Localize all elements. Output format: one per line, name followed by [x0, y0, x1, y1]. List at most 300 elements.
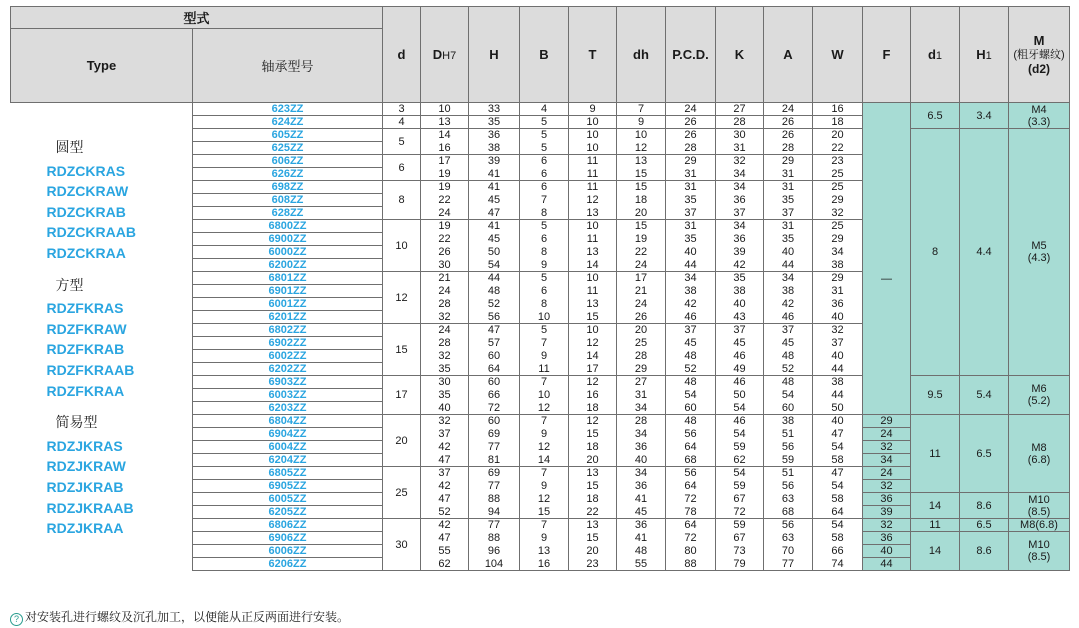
cell-B: 5 [520, 324, 569, 337]
cell-A: 56 [764, 441, 813, 454]
cell-T: 13 [569, 467, 617, 480]
cell-dh: 21 [617, 285, 666, 298]
cell-K: 42 [716, 259, 764, 272]
cell-K: 34 [716, 220, 764, 233]
cell-T: 23 [569, 558, 617, 571]
cell-A: 38 [764, 415, 813, 428]
cell-h1: 3.4 [960, 103, 1009, 129]
cell-A: 46 [764, 311, 813, 324]
cell-pcd: 37 [666, 207, 716, 220]
cell-B: 4 [520, 103, 569, 116]
header-pcd: P.C.D. [666, 7, 716, 103]
cell-H: 64 [469, 363, 520, 376]
bearing-model-cell[interactable]: 6804ZZ [193, 415, 383, 428]
cell-dh7: 17 [421, 155, 469, 168]
cell-dh7: 55 [421, 545, 469, 558]
cell-H: 60 [469, 376, 520, 389]
cell-K: 40 [716, 298, 764, 311]
cell-dh7: 28 [421, 298, 469, 311]
cell-dh7: 26 [421, 246, 469, 259]
bore-d-cell: 8 [383, 181, 421, 220]
cell-T: 17 [569, 363, 617, 376]
bearing-model-cell[interactable]: 624ZZ [193, 116, 383, 129]
bearing-model-cell[interactable]: 6006ZZ [193, 545, 383, 558]
cell-dh: 12 [617, 142, 666, 155]
cell-K: 79 [716, 558, 764, 571]
cell-pcd: 26 [666, 116, 716, 129]
cell-dh: 15 [617, 168, 666, 181]
type-code[interactable]: RDZCKRAB [46, 203, 126, 220]
cell-A: 24 [764, 103, 813, 116]
cell-K: 49 [716, 363, 764, 376]
cell-A: 35 [764, 194, 813, 207]
cell-W: 40 [813, 350, 863, 363]
cell-F: 29 [863, 415, 911, 428]
cell-B: 5 [520, 142, 569, 155]
cell-H: 41 [469, 181, 520, 194]
cell-B: 16 [520, 558, 569, 571]
cell-W: 38 [813, 259, 863, 272]
tip-icon: ? [10, 613, 23, 626]
cell-H: 54 [469, 259, 520, 272]
cell-B: 9 [520, 532, 569, 545]
cell-T: 11 [569, 233, 617, 246]
cell-dh: 28 [617, 415, 666, 428]
cell-W: 40 [813, 415, 863, 428]
bore-d-cell: 15 [383, 324, 421, 376]
type-code[interactable]: RDZCKRAA [46, 244, 126, 261]
cell-dh: 25 [617, 337, 666, 350]
type-code[interactable]: RDZCKRAS [46, 162, 126, 179]
cell-W: 36 [813, 298, 863, 311]
type-code[interactable]: RDZJKRAW [46, 458, 126, 475]
cell-A: 34 [764, 272, 813, 285]
cell-T: 22 [569, 506, 617, 519]
cell-H: 96 [469, 545, 520, 558]
type-code[interactable]: RDZJKRAAB [46, 499, 134, 516]
cell-H: 48 [469, 285, 520, 298]
cell-B: 8 [520, 298, 569, 311]
cell-A: 51 [764, 428, 813, 441]
bearing-model-cell[interactable]: 6000ZZ [193, 246, 383, 259]
type-category: 方型 [55, 276, 84, 293]
cell-d1: 8 [911, 129, 960, 376]
cell-A: 63 [764, 532, 813, 545]
cell-A: 48 [764, 350, 813, 363]
cell-pcd: 72 [666, 532, 716, 545]
cell-A: 29 [764, 155, 813, 168]
cell-K: 72 [716, 506, 764, 519]
bearing-model-cell[interactable]: 606ZZ [193, 155, 383, 168]
cell-T: 16 [569, 389, 617, 402]
cell-pcd: 37 [666, 324, 716, 337]
cell-pcd: 56 [666, 467, 716, 480]
cell-H: 60 [469, 350, 520, 363]
cell-pcd: 35 [666, 194, 716, 207]
cell-F: 44 [863, 558, 911, 571]
bearing-model-cell[interactable]: 6206ZZ [193, 558, 383, 571]
type-code[interactable]: RDZFKRAA [46, 382, 125, 399]
bearing-model-cell[interactable]: 625ZZ [193, 142, 383, 155]
cell-B: 6 [520, 233, 569, 246]
type-code[interactable]: RDZFKRAS [46, 300, 124, 317]
cell-dh7: 13 [421, 116, 469, 129]
cell-M: M4 (3.3) [1009, 103, 1070, 129]
cell-W: 32 [813, 207, 863, 220]
cell-dh: 9 [617, 116, 666, 129]
cell-pcd: 78 [666, 506, 716, 519]
cell-T: 12 [569, 194, 617, 207]
cell-T: 15 [569, 311, 617, 324]
cell-M: M8(6.8) [1009, 519, 1070, 532]
type-code[interactable]: RDZCKRAAB [46, 224, 136, 241]
header-type: Type [11, 29, 193, 103]
bearing-model-cell[interactable]: 6903ZZ [193, 376, 383, 389]
cell-dh: 24 [617, 298, 666, 311]
cell-H: 45 [469, 233, 520, 246]
cell-K: 59 [716, 441, 764, 454]
type-code[interactable]: RDZJKRAS [46, 437, 123, 454]
cell-dh7: 21 [421, 272, 469, 285]
cell-B: 5 [520, 116, 569, 129]
type-code[interactable]: RDZFKRAB [46, 341, 125, 358]
header-A: A [764, 7, 813, 103]
header-H: H [469, 7, 520, 103]
header-type-group: 型式 [11, 7, 383, 29]
cell-pcd: 28 [666, 142, 716, 155]
bearing-model-cell[interactable]: 698ZZ [193, 181, 383, 194]
cell-dh: 28 [617, 350, 666, 363]
cell-H: 38 [469, 142, 520, 155]
cell-B: 8 [520, 207, 569, 220]
cell-M: M10 (8.5) [1009, 493, 1070, 519]
bore-d-cell: 30 [383, 519, 421, 571]
bearing-model-cell[interactable]: 6801ZZ [193, 272, 383, 285]
cell-W: 58 [813, 454, 863, 467]
cell-K: 30 [716, 129, 764, 142]
cell-dh: 27 [617, 376, 666, 389]
cell-dh7: 30 [421, 259, 469, 272]
cell-pcd: 68 [666, 454, 716, 467]
footnote [10, 608, 349, 626]
cell-M: M10 (8.5) [1009, 532, 1070, 571]
cell-dh: 34 [617, 402, 666, 415]
type-code[interactable]: RDZFKRAAB [46, 361, 135, 378]
cell-H: 77 [469, 519, 520, 532]
cell-K: 46 [716, 415, 764, 428]
bearing-model-cell[interactable]: 6004ZZ [193, 441, 383, 454]
cell-K: 62 [716, 454, 764, 467]
cell-W: 20 [813, 129, 863, 142]
cell-dh: 20 [617, 324, 666, 337]
cell-A: 52 [764, 363, 813, 376]
cell-B: 5 [520, 129, 569, 142]
cell-K: 67 [716, 493, 764, 506]
cell-A: 56 [764, 519, 813, 532]
cell-K: 54 [716, 467, 764, 480]
cell-A: 40 [764, 246, 813, 259]
cell-dh: 13 [617, 155, 666, 168]
cell-dh7: 32 [421, 311, 469, 324]
bearing-model-cell[interactable]: 6204ZZ [193, 454, 383, 467]
cell-B: 11 [520, 363, 569, 376]
cell-T: 11 [569, 285, 617, 298]
cell-A: 45 [764, 337, 813, 350]
bearing-model-cell[interactable]: 6003ZZ [193, 389, 383, 402]
cell-F: 36 [863, 493, 911, 506]
bearing-model-cell[interactable]: 608ZZ [193, 194, 383, 207]
cell-A: 37 [764, 324, 813, 337]
bearing-model-cell[interactable]: 626ZZ [193, 168, 383, 181]
cell-H: 57 [469, 337, 520, 350]
cell-T: 12 [569, 415, 617, 428]
cell-T: 11 [569, 181, 617, 194]
bearing-model-cell[interactable]: 6904ZZ [193, 428, 383, 441]
cell-W: 16 [813, 103, 863, 116]
bearing-model-cell[interactable]: 6800ZZ [193, 220, 383, 233]
bearing-model-cell[interactable]: 6806ZZ [193, 519, 383, 532]
cell-B: 9 [520, 480, 569, 493]
cell-B: 6 [520, 285, 569, 298]
cell-W: 54 [813, 480, 863, 493]
cell-K: 67 [716, 532, 764, 545]
cell-dh7: 42 [421, 519, 469, 532]
cell-T: 18 [569, 402, 617, 415]
cell-pcd: 44 [666, 259, 716, 272]
cell-K: 59 [716, 519, 764, 532]
cell-T: 13 [569, 298, 617, 311]
cell-W: 38 [813, 376, 863, 389]
cell-F: 24 [863, 467, 911, 480]
cell-A: 56 [764, 480, 813, 493]
cell-A: 37 [764, 207, 813, 220]
cell-W: 54 [813, 441, 863, 454]
cell-K: 31 [716, 142, 764, 155]
header-W: W [813, 7, 863, 103]
cell-T: 11 [569, 155, 617, 168]
cell-H: 94 [469, 506, 520, 519]
cell-dh: 41 [617, 532, 666, 545]
cell-K: 28 [716, 116, 764, 129]
cell-T: 13 [569, 246, 617, 259]
cell-W: 40 [813, 311, 863, 324]
cell-W: 58 [813, 493, 863, 506]
cell-T: 20 [569, 454, 617, 467]
cell-F: 32 [863, 480, 911, 493]
cell-pcd: 64 [666, 519, 716, 532]
cell-H: 60 [469, 415, 520, 428]
cell-K: 34 [716, 181, 764, 194]
cell-dh7: 37 [421, 428, 469, 441]
cell-A: 59 [764, 454, 813, 467]
cell-dh7: 52 [421, 506, 469, 519]
bearing-model-cell[interactable]: 6205ZZ [193, 506, 383, 519]
cell-A: 48 [764, 376, 813, 389]
bearing-model-cell[interactable]: 6002ZZ [193, 350, 383, 363]
cell-h1: 6.5 [960, 519, 1009, 532]
cell-B: 6 [520, 168, 569, 181]
bearing-model-cell[interactable]: 605ZZ [193, 129, 383, 142]
header-bearing: 轴承型号 [193, 29, 383, 103]
cell-H: 47 [469, 207, 520, 220]
cell-K: 37 [716, 324, 764, 337]
cell-H: 36 [469, 129, 520, 142]
cell-T: 10 [569, 142, 617, 155]
cell-B: 14 [520, 454, 569, 467]
cell-H: 88 [469, 532, 520, 545]
type-code[interactable]: RDZFKRAW [46, 320, 127, 337]
bearing-model-cell[interactable]: 6902ZZ [193, 337, 383, 350]
bearing-model-cell[interactable]: 6900ZZ [193, 233, 383, 246]
cell-W: 47 [813, 428, 863, 441]
bore-d-cell: 17 [383, 376, 421, 415]
cell-B: 7 [520, 415, 569, 428]
cell-T: 10 [569, 116, 617, 129]
type-code[interactable]: RDZJKRAA [46, 520, 124, 537]
spec-table [10, 6, 1070, 571]
cell-B: 12 [520, 441, 569, 454]
cell-K: 37 [716, 207, 764, 220]
cell-dh: 19 [617, 233, 666, 246]
bearing-model-cell[interactable]: 6906ZZ [193, 532, 383, 545]
bearing-model-cell[interactable]: 6905ZZ [193, 480, 383, 493]
header-d1: d1 [911, 7, 960, 103]
cell-K: 27 [716, 103, 764, 116]
bearing-model-cell[interactable]: 6005ZZ [193, 493, 383, 506]
cell-T: 15 [569, 428, 617, 441]
cell-dh: 36 [617, 441, 666, 454]
cell-W: 74 [813, 558, 863, 571]
cell-H: 81 [469, 454, 520, 467]
cell-B: 7 [520, 194, 569, 207]
cell-W: 22 [813, 142, 863, 155]
cell-pcd: 26 [666, 129, 716, 142]
cell-B: 6 [520, 155, 569, 168]
cell-A: 44 [764, 259, 813, 272]
bearing-model-cell[interactable]: 6202ZZ [193, 363, 383, 376]
cell-dh7: 24 [421, 285, 469, 298]
cell-B: 6 [520, 181, 569, 194]
cell-K: 43 [716, 311, 764, 324]
cell-K: 35 [716, 272, 764, 285]
cell-dh7: 19 [421, 168, 469, 181]
cell-dh7: 47 [421, 454, 469, 467]
cell-dh7: 24 [421, 324, 469, 337]
bore-d-cell: 12 [383, 272, 421, 324]
cell-W: 29 [813, 233, 863, 246]
cell-dh7: 35 [421, 389, 469, 402]
cell-d1: 11 [911, 415, 960, 493]
bearing-model-cell[interactable]: 623ZZ [193, 103, 383, 116]
cell-T: 12 [569, 337, 617, 350]
cell-W: 54 [813, 519, 863, 532]
cell-T: 13 [569, 207, 617, 220]
bearing-model-cell[interactable]: 6200ZZ [193, 259, 383, 272]
cell-dh7: 37 [421, 467, 469, 480]
bore-d-cell: 3 [383, 103, 421, 116]
cell-W: 32 [813, 324, 863, 337]
cell-pcd: 45 [666, 337, 716, 350]
cell-pcd: 46 [666, 311, 716, 324]
cell-pcd: 31 [666, 220, 716, 233]
cell-T: 10 [569, 129, 617, 142]
cell-pcd: 56 [666, 428, 716, 441]
cell-B: 7 [520, 467, 569, 480]
cell-dh: 24 [617, 259, 666, 272]
cell-B: 15 [520, 506, 569, 519]
cell-pcd: 64 [666, 480, 716, 493]
cell-K: 54 [716, 428, 764, 441]
cell-B: 10 [520, 311, 569, 324]
bearing-model-cell[interactable]: 628ZZ [193, 207, 383, 220]
footnote-text: 对安装孔进行螺纹及沉孔加工，以便能从正反两面进行安装。 [25, 610, 350, 624]
cell-A: 26 [764, 129, 813, 142]
cell-dh7: 19 [421, 220, 469, 233]
cell-W: 29 [813, 194, 863, 207]
type-code[interactable]: RDZJKRAB [46, 478, 124, 495]
type-list [11, 103, 193, 571]
bearing-model-cell[interactable]: 6805ZZ [193, 467, 383, 480]
cell-W: 25 [813, 181, 863, 194]
cell-T: 18 [569, 493, 617, 506]
cell-dh: 22 [617, 246, 666, 259]
cell-dh: 31 [617, 389, 666, 402]
cell-F: 39 [863, 506, 911, 519]
cell-W: 25 [813, 168, 863, 181]
cell-pcd: 80 [666, 545, 716, 558]
cell-H: 44 [469, 272, 520, 285]
cell-dh: 15 [617, 181, 666, 194]
cell-H: 41 [469, 220, 520, 233]
cell-W: 66 [813, 545, 863, 558]
cell-H: 35 [469, 116, 520, 129]
cell-H: 77 [469, 441, 520, 454]
header-T: T [569, 7, 617, 103]
bore-d-cell: 20 [383, 415, 421, 467]
cell-dh: 29 [617, 363, 666, 376]
cell-A: 31 [764, 220, 813, 233]
bearing-model-cell[interactable]: 6203ZZ [193, 402, 383, 415]
bearing-model-cell[interactable]: 6901ZZ [193, 285, 383, 298]
cell-B: 5 [520, 272, 569, 285]
bearing-model-cell[interactable]: 6802ZZ [193, 324, 383, 337]
cell-F: — [863, 103, 911, 415]
cell-dh7: 42 [421, 480, 469, 493]
cell-dh7: 10 [421, 103, 469, 116]
cell-W: 31 [813, 285, 863, 298]
cell-dh: 45 [617, 506, 666, 519]
cell-dh: 17 [617, 272, 666, 285]
cell-A: 51 [764, 467, 813, 480]
cell-H: 45 [469, 194, 520, 207]
cell-dh7: 32 [421, 350, 469, 363]
cell-H: 39 [469, 155, 520, 168]
cell-A: 60 [764, 402, 813, 415]
cell-h1: 5.4 [960, 376, 1009, 415]
cell-W: 25 [813, 220, 863, 233]
header-dh7: DH7 [421, 7, 469, 103]
cell-d1: 14 [911, 532, 960, 571]
type-code[interactable]: RDZCKRAW [46, 183, 129, 200]
cell-F: 40 [863, 545, 911, 558]
header-dh: dh [617, 7, 666, 103]
cell-pcd: 24 [666, 103, 716, 116]
bearing-model-cell[interactable]: 6201ZZ [193, 311, 383, 324]
bore-d-cell: 6 [383, 155, 421, 181]
cell-A: 28 [764, 142, 813, 155]
cell-d1: 9.5 [911, 376, 960, 415]
bearing-model-cell[interactable]: 6001ZZ [193, 298, 383, 311]
